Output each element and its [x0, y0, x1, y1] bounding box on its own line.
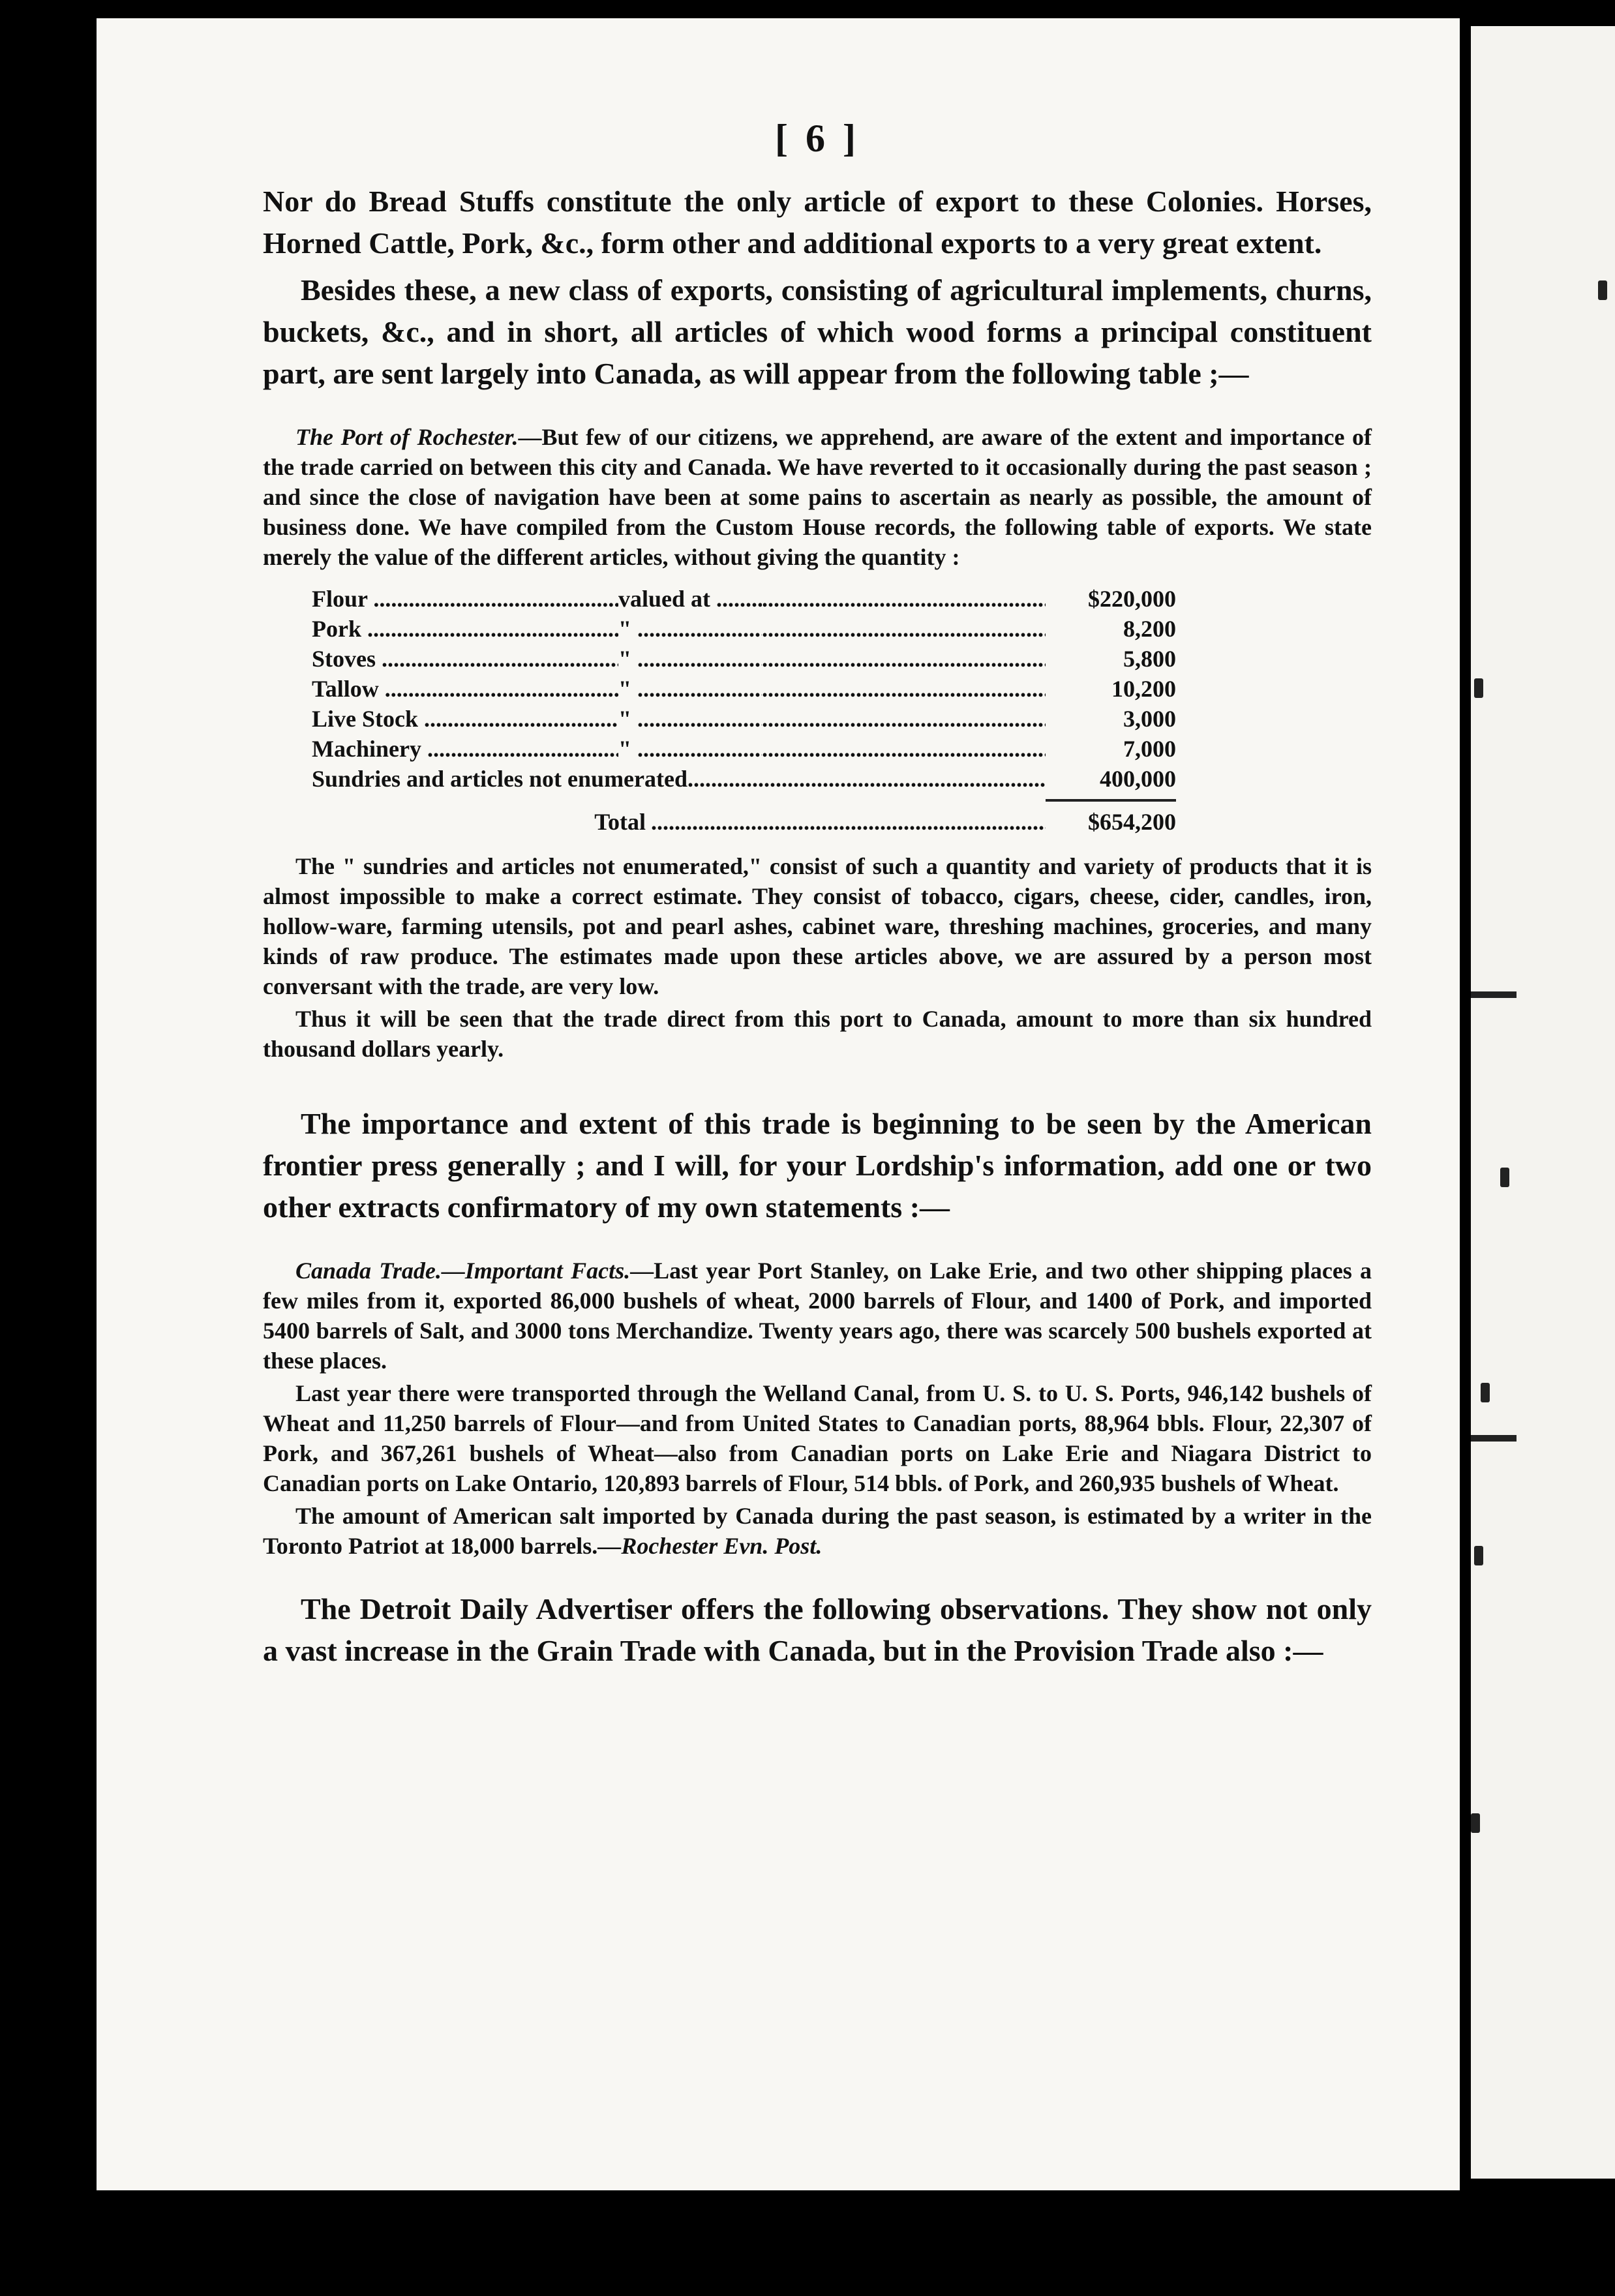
row-value: 10,200	[1111, 676, 1176, 702]
row-leader	[762, 644, 1046, 674]
row-mid: valued at .....	[618, 584, 762, 614]
edge-mark	[1471, 1813, 1480, 1833]
row-leader	[762, 614, 1046, 644]
table-row	[312, 704, 1176, 734]
row-value: 5,800	[1123, 646, 1176, 672]
table-row	[312, 734, 1176, 764]
rochester-body: —But few of our citizens, we apprehend, are aware of the extent and importance of the trade carried on between this city and Canada. We have reverted to it occasionally during the past season ; and since the close of navigation have been at some pains to ascertain as nearly as possible, the amount of business done. We have compiled from the Custom House records, the following table of exports. We state merely the value of the different articles, without giving the quantity :	[263, 424, 1372, 570]
edge-mark	[1471, 1435, 1517, 1442]
detroit-paragraph: The Detroit Daily Advertiser offers the following observations. They show not only a vast increase in the Grain Trade with Canada, but in the Provision Trade also :—	[263, 1592, 1372, 1667]
edge-mark	[1474, 678, 1483, 698]
row-label: Stoves .....	[312, 644, 618, 674]
row-mid: " .....	[618, 614, 762, 644]
edge-mark	[1471, 991, 1517, 998]
page-content	[263, 116, 1372, 1672]
rochester-extract	[263, 422, 1372, 1064]
row-leader	[651, 807, 1046, 837]
canada-trade-heading: Canada Trade.—Important Facts.	[295, 1258, 631, 1284]
table-row-sundries	[312, 764, 1176, 794]
total-value: $654,200	[1088, 809, 1176, 835]
canada-trade-text-3: The amount of American salt imported by Canada during the past season, is estimated by a writer in the Toronto Patriot at 18,000 barrels.	[263, 1503, 1372, 1559]
row-leader	[687, 764, 1046, 794]
row-value: 3,000	[1123, 706, 1176, 732]
summary-paragraph: Thus it will be seen that the trade direct from this port to Canada, amount to more than six hundred thousand dollars yearly.	[263, 1006, 1372, 1062]
total-label-cell	[312, 807, 651, 837]
row-mid: " .....	[618, 734, 762, 764]
sundries-paragraph: The " sundries and articles not enumerated," consist of such a quantity and variety of products that it is almost impossible to make a correct estimate. They consist of tobacco, cigars, cheese, cider, candles, iron, hollow-ware, farming utensils, pot and pearl ashes, cabinet ware, threshing machines, groceries, and many kinds of raw produce. The estimates made upon these articles above, we are assured by a person most conversant with the trade, are very low.	[263, 853, 1372, 999]
table-row	[312, 644, 1176, 674]
canada-trade-extract	[263, 1256, 1372, 1561]
page-number: [ 6 ]	[775, 117, 860, 160]
row-value: 400,000	[1100, 766, 1176, 792]
row-value: 8,200	[1123, 616, 1176, 642]
rochester-paragraph	[263, 422, 1372, 572]
source-attribution: —Rochester Evn. Post.	[597, 1533, 823, 1559]
canada-trade-paragraph-3	[263, 1501, 1372, 1561]
total-rule	[1046, 799, 1176, 802]
table-row	[312, 614, 1176, 644]
canada-trade-paragraph-2: Last year there were transported through the Welland Canal, from U. S. to U. S. Ports, 946,142 bushels of Wheat and 11,250 barrels of Flour—and from United States to Canadian ports, 88,964 bbls. Flour, 22,307 of Pork, and 367,261 bushels of Wheat—also from Canadian ports on Lake Erie and Niagara District to Canadian ports on Lake Ontario, 120,893 barrels of Flour, 514 bbls. of Pork, and 260,935 bushels of Wheat.	[263, 1380, 1372, 1496]
row-label: Sundries and articles not enumerated	[312, 766, 687, 792]
canada-trade-text-1: —Last year Port Stanley, on Lake Erie, and two other shipping places a few miles from it, exported 86,000 bushels of wheat, 2000 barrels of Flour, and 1400 of Pork, and imported 5400 barrels of Salt, and 3000 tons Merchandize. Twenty years ago, there was scarcely 500 bushels exported at these places.	[263, 1258, 1372, 1374]
intro-paragraph-1: Nor do Bread Stuffs constitute the only article of export to these Colonies. Horses, Horned Cattle, Pork, &c., form other and additional exports to a very great extent.	[263, 185, 1372, 260]
intro-paragraph-2: Besides these, a new class of exports, consisting of agricultural implements, churns, buckets, &c., and in short, all articles of which wood forms a principal constituent part, are sent largely into Canada, as will appear from the following table ;—	[263, 273, 1372, 390]
row-label: Flour .....	[312, 584, 618, 614]
edge-mark	[1500, 1168, 1509, 1187]
row-label: Live Stock .....	[312, 704, 618, 734]
row-label: Machinery .....	[312, 734, 618, 764]
row-value: 7,000	[1123, 736, 1176, 762]
row-leader	[762, 584, 1046, 614]
row-label: Pork .....	[312, 614, 618, 644]
document-page	[97, 18, 1460, 2190]
row-leader	[762, 734, 1046, 764]
table-row	[312, 674, 1176, 704]
row-mid: " .....	[618, 674, 762, 704]
row-value: $220,000	[1088, 586, 1176, 612]
table-row-total	[312, 807, 1176, 837]
total-label: Total	[594, 809, 646, 835]
rochester-heading: The Port of Rochester.	[295, 424, 519, 450]
row-mid: " .....	[618, 704, 762, 734]
edge-mark	[1474, 1546, 1483, 1565]
adjacent-page-edge	[1471, 26, 1615, 2179]
row-mid: " .....	[618, 644, 762, 674]
table-row	[312, 584, 1176, 614]
row-leader	[762, 704, 1046, 734]
edge-mark	[1481, 1383, 1490, 1402]
edge-mark	[1598, 280, 1607, 300]
frontier-paragraph: The importance and extent of this trade is beginning to be seen by the American frontier press generally ; and I will, for your Lordship's information, add one or two other extracts confirmatory of my own statements :—	[263, 1107, 1372, 1224]
row-leader	[762, 674, 1046, 704]
exports-table	[312, 584, 1176, 837]
row-label: Tallow .....	[312, 674, 618, 704]
canada-trade-paragraph-1	[263, 1256, 1372, 1376]
